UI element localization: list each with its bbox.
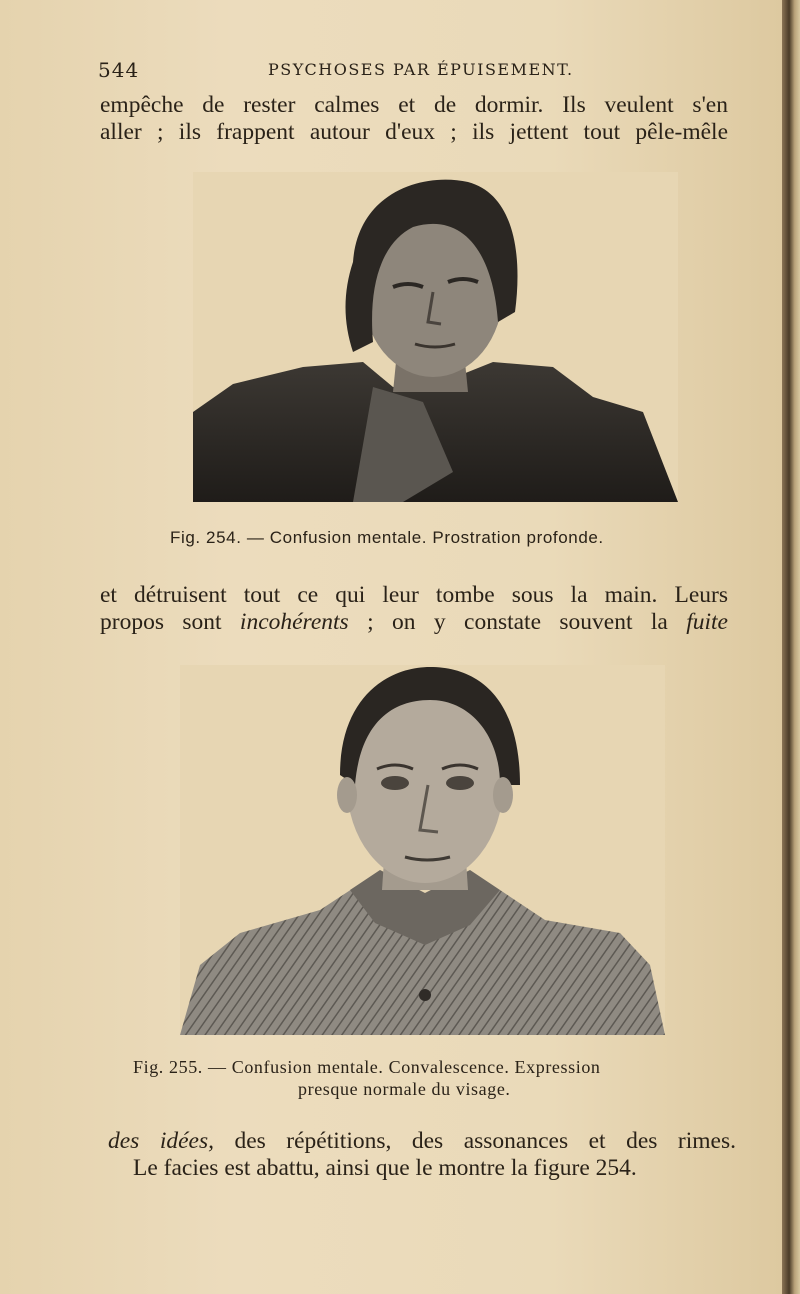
portrait-illustration	[180, 665, 665, 1035]
text-line	[108, 1128, 736, 1155]
italic-term: des idées,	[108, 1128, 214, 1154]
caption-line: presque normale du visage.	[298, 1079, 511, 1099]
figure-254-caption: Fig. 254. — Confusion mentale. Prostration profonde.	[170, 528, 604, 547]
italic-term: fuite	[686, 609, 728, 635]
paragraph-3	[108, 1128, 736, 1182]
text-span: ; on y constate souvent la	[348, 609, 687, 635]
running-title: PSYCHOSES PAR ÉPUISEMENT.	[268, 60, 574, 79]
text-line: aller ; ils frappent autour d'eux ; ils jettent tout pêle-mêle	[100, 119, 728, 145]
paragraph-2	[100, 582, 728, 636]
text-span: propos sont	[100, 609, 240, 635]
page-number: 544	[98, 58, 140, 82]
figure-255-photo	[180, 665, 665, 1035]
page-header	[98, 58, 728, 82]
italic-term: incohérents	[239, 609, 349, 635]
text-span: des répétitions, des assonances et des rimes.	[213, 1128, 736, 1154]
portrait-illustration	[193, 172, 678, 502]
paragraph-1	[100, 92, 728, 146]
text-line: Le facies est abattu, ainsi que le montre la figure 254.	[133, 1155, 637, 1181]
caption-line: Fig. 255. — Confusion mentale. Convalescence. Expression	[133, 1057, 601, 1077]
figure-254-photo	[193, 172, 678, 502]
text-line	[100, 609, 728, 636]
figure-255-caption	[133, 1056, 733, 1100]
text-line: empêche de rester calmes et de dormir. Ils veulent s'en	[100, 92, 728, 118]
text-line: et détruisent tout ce qui leur tombe sous la main. Leurs	[100, 582, 728, 608]
book-spine	[782, 0, 800, 1294]
